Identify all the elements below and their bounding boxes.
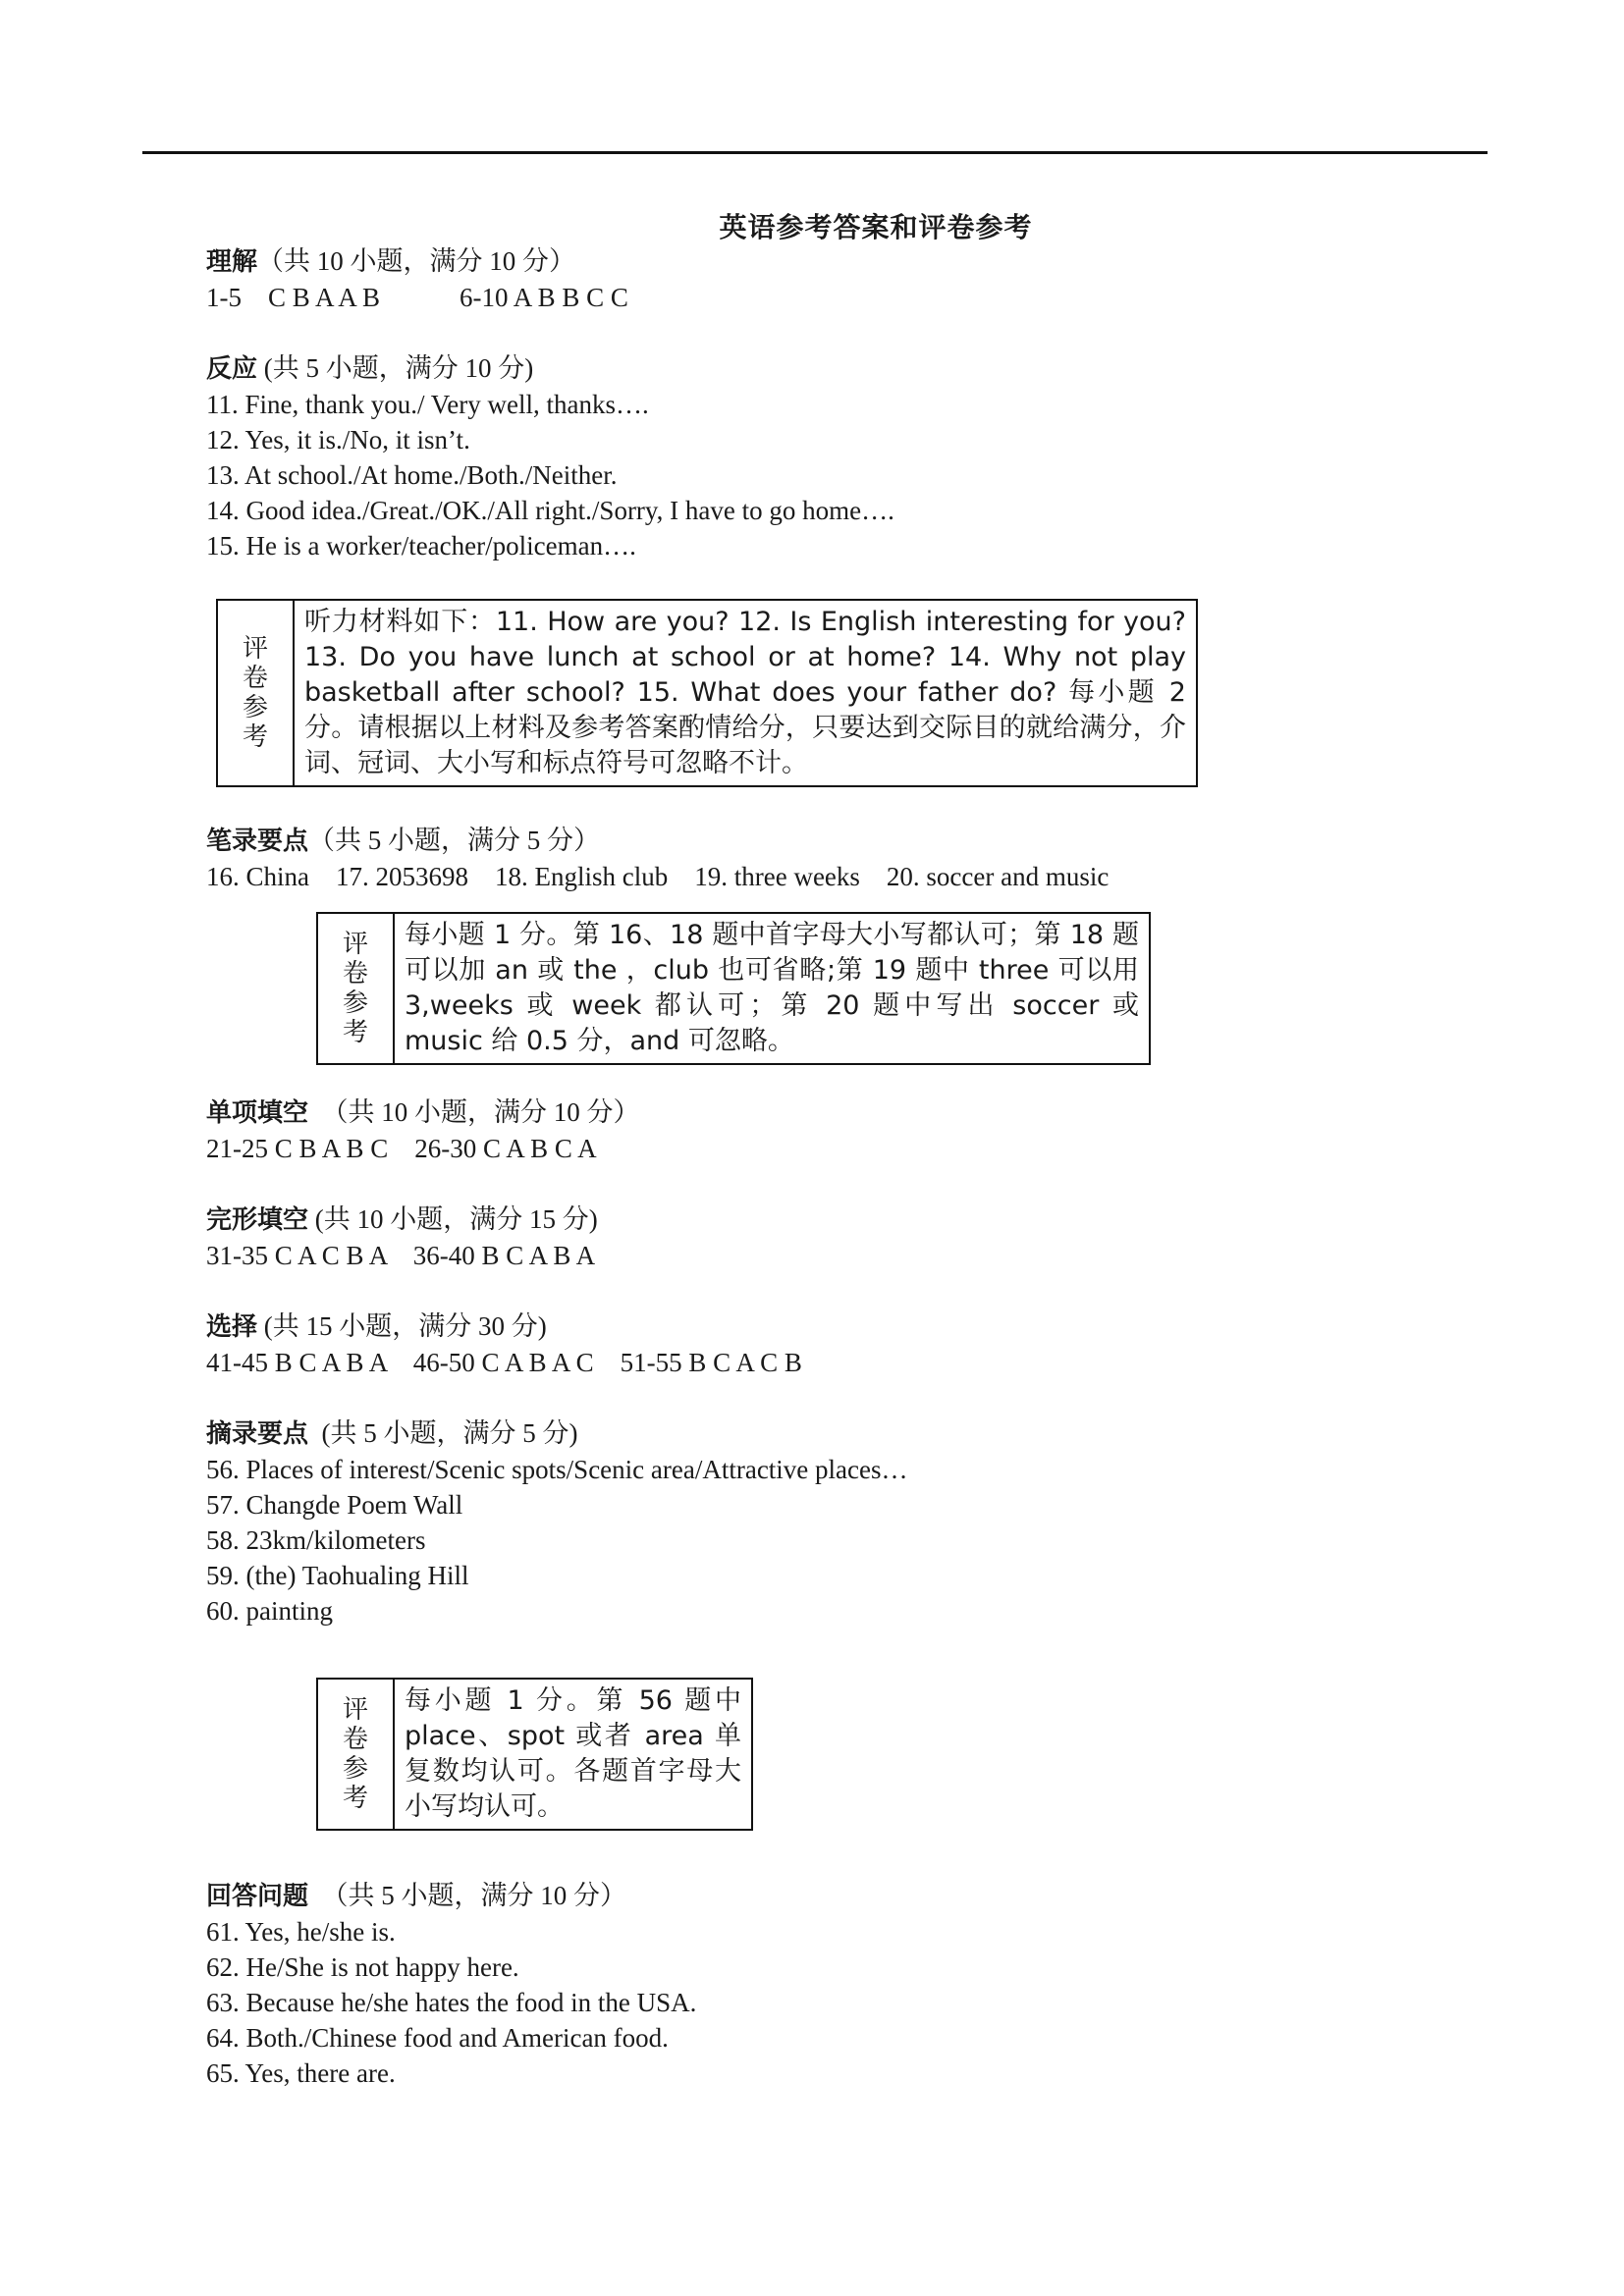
answer-line: 62. He/She is not happy here. [206, 1952, 519, 1982]
page-title: 英语参考答案和评卷参考 [719, 213, 1033, 243]
answer-line: 59. (the) Taohualing Hill [206, 1561, 469, 1590]
grading-note-label: 评 卷 参 考 [318, 914, 395, 1063]
grading-note-box [216, 599, 1198, 787]
section-heading: 完形填空 (共 10 小题，满分 15 分) [206, 1204, 598, 1235]
answer-line: 57. Changde Poem Wall [206, 1490, 463, 1520]
grading-note-box [316, 1678, 753, 1831]
answer-line: 61. Yes, he/she is. [206, 1917, 396, 1947]
section-heading: 单项填空 （共 10 小题，满分 10 分） [206, 1097, 640, 1128]
answer-line: 21-25 C B A B C 26-30 C A B C A [206, 1134, 597, 1163]
section-heading: 笔录要点（共 5 小题，满分 5 分） [206, 826, 601, 856]
grading-note-box [316, 912, 1151, 1065]
grading-note-label: 评 卷 参 考 [318, 1680, 395, 1829]
section-heading: 反应 (共 5 小题，满分 10 分) [206, 353, 534, 384]
answer-line: 41-45 B C A B A 46-50 C A B A C 51-55 B C A C B [206, 1348, 802, 1377]
top-rule [142, 151, 1488, 154]
grading-note-text: 每小题 1 分。第 16、18 题中首字母大小写都认可；第 18 题可以加 an 或 the ，club 也可省略;第 19 题中 three 可以用 3,weeks 或 week 都认可；第 20 题中写出 soccer 或 music 给 0.5 分，and 可忽略。 [405, 920, 1139, 1056]
grading-note-text: 每小题 1 分。第 56 题中 place、spot 或者 area 单复数均认可。各题首字母大小写均认可。 [405, 1685, 741, 1822]
answer-line: 31-35 C A C B A 36-40 B C A B A [206, 1241, 596, 1270]
answer-line: 56. Places of interest/Scenic spots/Scenic area/Attractive places… [206, 1455, 908, 1484]
answer-line: 58. 23km/kilometers [206, 1525, 426, 1555]
answer-line: 65. Yes, there are. [206, 2058, 396, 2088]
section-heading: 摘录要点 (共 5 小题，满分 5 分) [206, 1418, 578, 1449]
answer-content [206, 243, 1463, 2091]
answer-line: 1-5 C B A A B 6-10 A B B C C [206, 283, 628, 312]
answer-line: 12. Yes, it is./No, it isn’t. [206, 425, 470, 454]
answer-line: 14. Good idea./Great./OK./All right./Sorry, I have to go home…. [206, 496, 894, 525]
section-heading: 回答问题 （共 5 小题，满分 10 分） [206, 1881, 627, 1911]
answer-line: 16. China 17. 2053698 18. English club 19. three weeks 20. soccer and music [206, 862, 1110, 891]
answer-line: 13. At school./At home./Both./Neither. [206, 460, 618, 490]
grading-note-label: 评 卷 参 考 [218, 601, 295, 785]
grading-note-text: 听力材料如下：11. How are you? 12. Is English interesting for you? 13. Do you have lunch at school or at home? 14. Why not play basketball after school? 15. What does your father do? 每小题 2 分。请根据以上材料及参考答案酌情给分，只要达到交际目的就给满分，介词、冠词、大小写和标点符号可忽略不计。 [304, 607, 1186, 778]
answer-line: 60. painting [206, 1596, 333, 1626]
section-heading: 理解（共 10 小题，满分 10 分） [206, 246, 576, 277]
answer-line: 63. Because he/she hates the food in the USA. [206, 1988, 697, 2017]
answer-line: 64. Both./Chinese food and American food. [206, 2023, 669, 2053]
answer-line: 11. Fine, thank you./ Very well, thanks…. [206, 390, 649, 419]
answer-line: 15. He is a worker/teacher/policeman…. [206, 531, 636, 561]
section-heading: 选择 (共 15 小题，满分 30 分) [206, 1311, 547, 1342]
